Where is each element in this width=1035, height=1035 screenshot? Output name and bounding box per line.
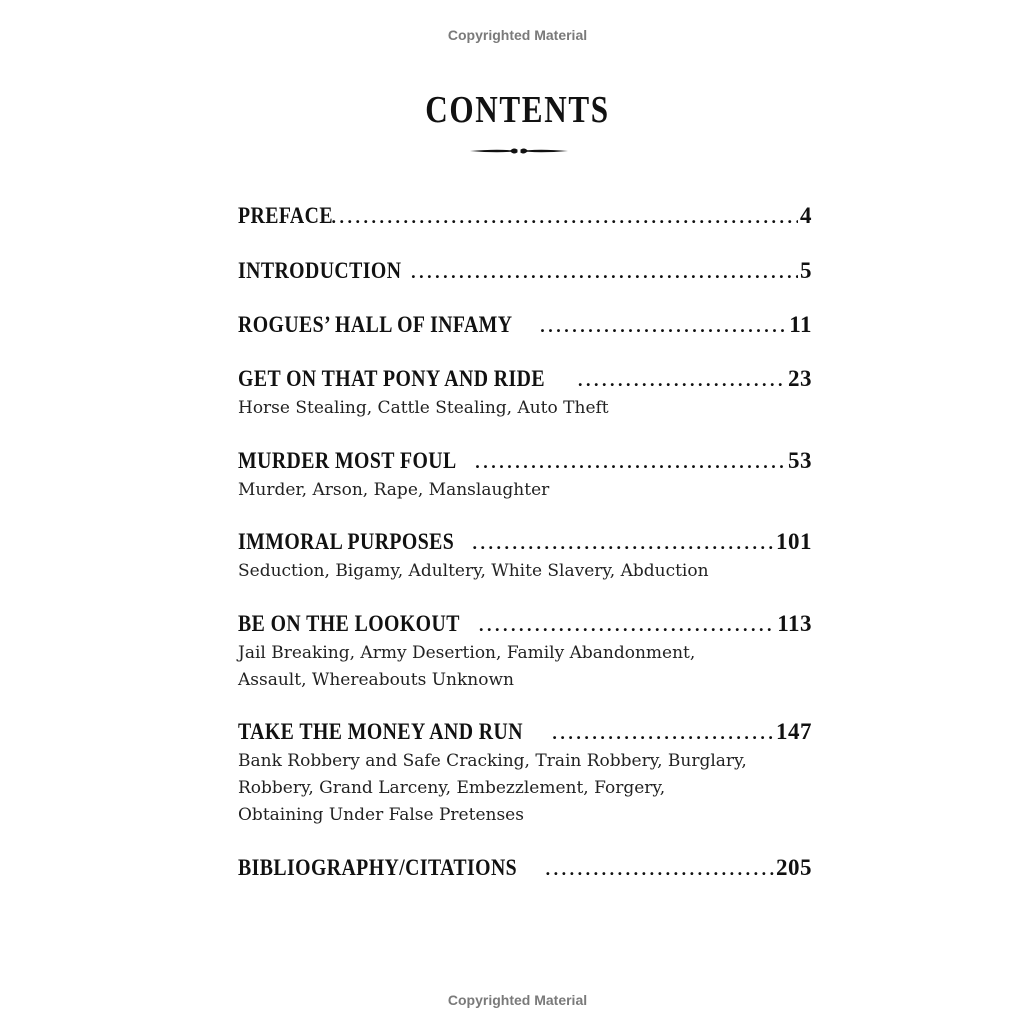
toc-entry <box>238 719 812 829</box>
toc-entry-page: 113 <box>777 611 812 636</box>
toc-entry <box>238 448 812 504</box>
toc-entry-page: 23 <box>788 366 812 391</box>
toc-entry-subtopics <box>238 395 798 422</box>
copyright-header: Copyrighted Material <box>447 27 588 43</box>
toc-entry-title: MURDER MOST FOUL <box>238 448 457 473</box>
toc-entry-page: 5 <box>800 258 812 283</box>
toc-dot-leader <box>540 316 787 337</box>
toc-subtopic-line: Jail Breaking, Army Desertion, Family Abandonment, <box>238 643 696 663</box>
toc-entry-title: IMMORAL PURPOSES <box>238 529 455 554</box>
toc-entry-page: 53 <box>788 448 812 473</box>
toc-entry-subtopics <box>238 748 798 829</box>
toc-entry-title: TAKE THE MONEY AND RUN <box>238 719 523 744</box>
toc-entry <box>238 203 812 231</box>
toc-entry-page: 4 <box>800 203 812 228</box>
toc-entry <box>238 366 812 422</box>
toc-entry-page: 11 <box>789 312 812 337</box>
toc-entry <box>238 611 812 694</box>
toc-entry-page: 147 <box>776 719 812 744</box>
toc-entry <box>238 258 812 286</box>
toc-dot-leader <box>479 615 775 636</box>
toc-entry-subtopics <box>238 558 798 585</box>
toc-entry-subtopics <box>238 477 798 504</box>
toc-entry-page: 101 <box>776 529 812 554</box>
toc-entry-title: PREFACE <box>238 203 333 228</box>
toc-dot-leader <box>475 452 786 473</box>
toc-dot-leader <box>546 859 774 880</box>
toc-entry-title: BIBLIOGRAPHY/CITATIONS <box>238 855 518 880</box>
toc-dot-leader <box>411 262 798 283</box>
toc-dot-leader <box>472 533 774 554</box>
toc-dot-leader <box>331 207 798 228</box>
toc-subtopic-line: Seduction, Bigamy, Adultery, White Slavery, Abduction <box>238 561 709 581</box>
toc-entry <box>238 855 812 883</box>
toc-dot-leader <box>578 370 786 391</box>
toc-entry-title: INTRODUCTION <box>238 258 402 283</box>
toc-subtopic-line: Murder, Arson, Rape, Manslaughter <box>238 480 550 500</box>
toc-entry-title: BE ON THE LOOKOUT <box>238 611 460 636</box>
toc-subtopic-line: Horse Stealing, Cattle Stealing, Auto Theft <box>238 398 609 418</box>
toc-subtopic-line: Assault, Whereabouts Unknown <box>238 670 514 690</box>
toc-entry-title: ROGUES’ HALL OF INFAMY <box>238 312 513 337</box>
ornament-divider-icon <box>470 144 568 158</box>
page-title: CONTENTS <box>425 89 610 131</box>
toc-entry <box>238 312 812 340</box>
toc-subtopic-line: Obtaining Under False Pretenses <box>238 805 524 825</box>
copyright-footer: Copyrighted Material <box>447 992 588 1008</box>
toc-entry-subtopics <box>238 640 798 694</box>
toc-dot-leader <box>552 723 774 744</box>
toc-entry <box>238 529 812 585</box>
toc-entry-title: GET ON THAT PONY AND RIDE <box>238 366 545 391</box>
toc-subtopic-line: Robbery, Grand Larceny, Embezzlement, Forgery, <box>238 778 666 798</box>
toc-entry-page: 205 <box>776 855 812 880</box>
toc-subtopic-line: Bank Robbery and Safe Cracking, Train Robbery, Burglary, <box>238 751 747 771</box>
